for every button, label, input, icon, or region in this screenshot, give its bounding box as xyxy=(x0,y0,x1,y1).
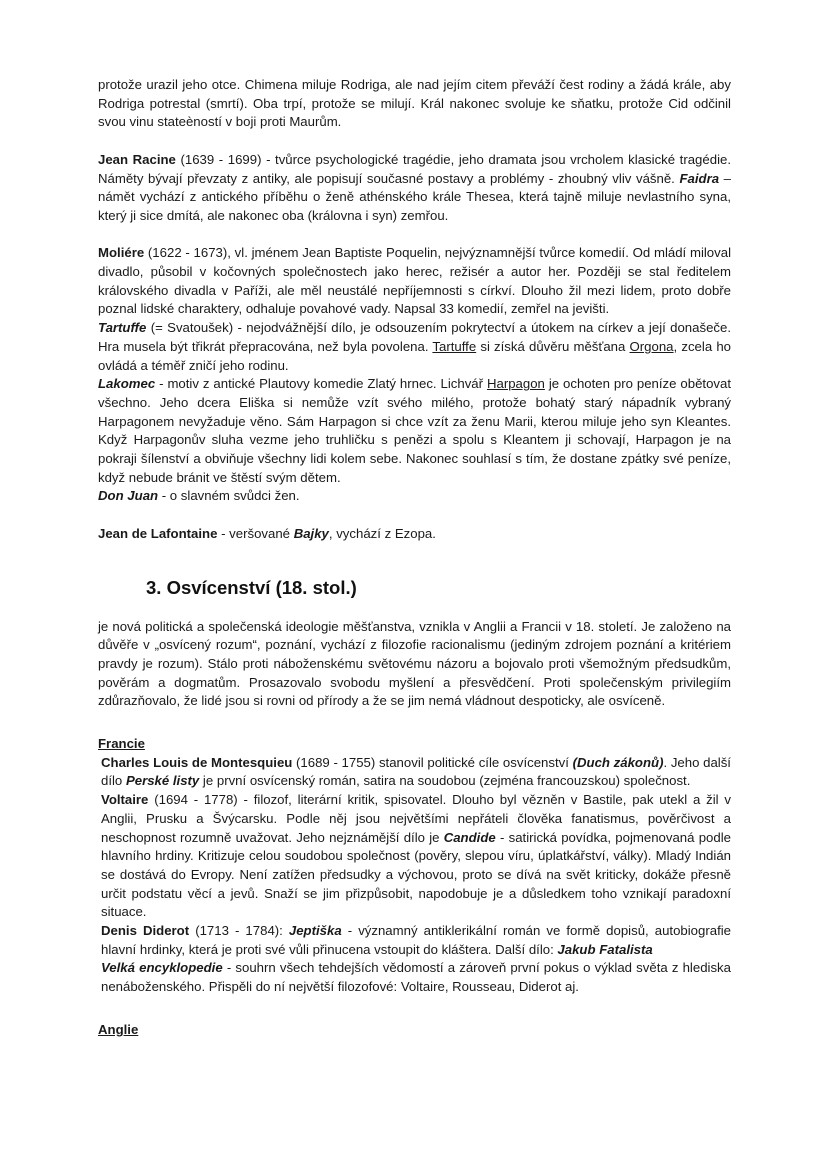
author-name-voltaire: Voltaire xyxy=(101,792,149,808)
author-name-lafontaine: Jean de Lafontaine xyxy=(98,525,218,541)
moliere-paragraph xyxy=(98,244,731,319)
work-title-faidra: Faidra xyxy=(679,170,720,186)
author-name-moliere: Moliére xyxy=(98,245,145,261)
author-name-racine: Jean Racine xyxy=(98,151,176,167)
moliere-text: (1622 - 1673), vl. jménem Jean Baptiste Poquelin, nejvýznamnější tvůrce komedií. Od mládí miloval divadlo, působil v kočovných společnostech jako herec, režisér a autor her. Později se stal ředitelem královského divadla v Paříži, ale měl neustálé nepříjemnosti s církví. Dlouho žil mezi lidem, proto dobře poznal lidské charaktery, odhaluje povahové vady. Napsal 33 komedií, zemřel na jevišti. xyxy=(98,245,731,317)
lakomec-text: - motiv z antické Plautovy komedie Zlatý hrnec. Lichvář xyxy=(155,376,487,392)
lafontaine-text-2: , vychází z Ezopa. xyxy=(328,525,436,541)
character-harpagon: Harpagon xyxy=(486,376,545,392)
work-title-jeptiska: Jeptiška xyxy=(288,923,342,939)
work-title-perske-listy: Perské listy xyxy=(125,773,200,789)
racine-text-2: – námět vychází z antického příběhu o ženě athénského krále Thesea, která tajně miluje nevlastního syna, který ji sice dmítá, ale nakonec oba (královna i syn) zemřou. xyxy=(98,170,732,223)
spacer xyxy=(98,544,731,574)
montesquieu-text-2: . Jeho další dílo xyxy=(101,754,731,789)
diderot-text: (1713 - 1784): xyxy=(189,923,289,939)
spacer xyxy=(98,506,731,525)
work-title-velka-encyklopedie: Velká encyklopedie xyxy=(101,960,223,976)
voltaire-paragraph xyxy=(98,791,731,922)
tartuffe-text: (= Svatoušek) - nejodvážnější dílo, je odsouzením pokrytectví a útokem na církev a její donašeče. Hra musela být třikrát přepracována, než byla povolena. xyxy=(98,320,731,354)
lafontaine-text: - veršované xyxy=(217,525,294,541)
work-title-tartuffe: Tartuffe xyxy=(98,320,147,336)
spacer xyxy=(98,997,731,1021)
encyklopedie-text: - souhrn všech tehdejších vědomostí a zároveň první pokus o výklad světa z hlediska nenáboženského. Přispěli do ní největší filozofové: Voltaire, Rousseau, Diderot aj. xyxy=(101,960,731,995)
document-page xyxy=(98,76,731,1040)
osvicenstvi-text: je nová politická a společenská ideologie měšťanstva, vznikla v Anglii a Francii v 18. století. Je založeno na důvěře v „osvícený rozum“, poznání, vychází z filozofie racionalismu (jediným zdrojem poznání a kritériem pravdy je rozum). Stálo proti náboženskému světovému názoru a bojovalo proti všemožným předsudkům, pověrám a dogmatům. Prosazovalo svobodu myšlení a přesvědčení. Proti společenským privilegiím zdůrazňovalo, že lidé jsou si rovni od přírody a že se jim nemá vládnout despoticky, ale osvíceně. xyxy=(98,618,731,709)
character-tartuffe: Tartuffe xyxy=(432,338,477,354)
subsection-anglie: Anglie xyxy=(98,1021,139,1037)
diderot-text-2: - významný antiklerikální román ve formě dopisů, autobiografie hlavní hrdinky, která je proti své vůli přinucena vstoupit do kláštera. Další dílo: xyxy=(101,923,731,957)
author-name-montesquieu: Charles Louis de Montesquieu xyxy=(101,754,293,770)
lakomec-paragraph xyxy=(98,375,731,487)
character-orgona: Orgona xyxy=(629,338,674,354)
voltaire-text: (1694 - 1778) - filozof, literární kritik, spisovatel. Dlouho byl vězněn v Bastile, pak utekl a žil v Anglii, Prusku a Švýcarsku. Podle něj jsou největšími nepřáteli člověka fanatismus, pověrčivost a neschopnost rozumně uvažovat. Jeho nejznámější dílo je xyxy=(101,792,731,845)
tartuffe-paragraph xyxy=(98,319,731,375)
section-heading: 3. Osvícenství (18. stol.) xyxy=(146,576,357,598)
montesquieu-text: (1689 - 1755) stanovil politické cíle osvícenství xyxy=(292,754,573,770)
intro-paragraph xyxy=(98,76,731,132)
racine-paragraph xyxy=(98,151,731,226)
spacer xyxy=(98,226,731,245)
montesquieu-text-3: je první osvícenský román, satira na soudobou (zejména francouzskou) společnost. xyxy=(199,773,691,789)
tartuffe-text-3: , zcela ho ovládá a téměř zničí jeho rodinu. xyxy=(98,338,731,373)
lakomec-text-2: je ochoten pro peníze obětovat všechno. Jeho dcera Eliška si nemůže vzít svého milého, protože bohatý starý nápadník vybraný Harpagonem nevyžaduje věno. Sám Harpagon si chce vzít za ženu Marii, kterou miluje jeho syn Kleantes. Když Harpagonův sluha vezme jeho truhličku s penězi a spolu s Kleantem ji schovají, Harpagon je na pokraji šílenství a obviňuje všechny lidi kolem sebe. Nakonec souhlasí s tím, že dostane zpátky své peníze, když nebude bránit ve štěstí svým dětem. xyxy=(98,376,731,485)
donjuan-text: - o slavném svůdci žen. xyxy=(158,488,300,504)
subsection-francie: Francie xyxy=(98,736,145,752)
work-title-candide: Candide xyxy=(443,829,496,845)
encyklopedie-paragraph xyxy=(98,959,731,996)
work-title-bajky: Bajky xyxy=(293,525,329,541)
osvicenstvi-intro xyxy=(98,618,731,712)
spacer xyxy=(98,132,731,151)
spacer xyxy=(98,711,731,735)
intro-text: protože urazil jeho otce. Chimena miluje Rodriga, ale nad jejím citem převáží čest rodiny a žádá krále, aby Rodriga potrestal (smrtí). Oba trpí, protože se milují. Král nakonec svoluje ke sňatku, protože Cid odčinil svou vinu stateèností v boji proti Maurům. xyxy=(98,77,731,130)
work-title-jakub-fatalista: Jakub Fatalista xyxy=(557,941,653,957)
montesquieu-paragraph xyxy=(98,754,731,791)
author-name-diderot: Denis Diderot xyxy=(101,923,190,939)
work-title-don-juan: Don Juan xyxy=(98,488,159,504)
work-title-lakomec: Lakomec xyxy=(98,376,156,392)
donjuan-paragraph xyxy=(98,487,731,506)
lafontaine-paragraph xyxy=(98,525,731,544)
tartuffe-text-2: si získá důvěru měšťana xyxy=(476,338,630,354)
voltaire-text-2: - satirická povídka, pojmenovaná podle hlavního hrdiny. Kritizuje celou soudobou společnost (pověry, slepou víru, úplatkářství, války). Mladý Indián se dostává do Evropy. Není zatížen předsudky a výchovou, proto se dívá na svět kriticky, dokáže přesně určit podstatu věcí a jevů. Snaží se jim přizpůsobit, napodobuje je a důsledkem toho vznikají paradoxní situace. xyxy=(101,829,731,920)
diderot-paragraph xyxy=(98,922,731,959)
spacer xyxy=(98,602,731,618)
work-title-duch-zakonu: (Duch zákonů) xyxy=(572,754,664,770)
racine-text: (1639 - 1699) - tvůrce psychologické tragédie, jeho dramata jsou vrcholem klasické tragédie. Náměty bývají převzaty z antiky, ale popisují současné postavy a problémy - zhoubný vliv vášně. xyxy=(98,151,731,186)
